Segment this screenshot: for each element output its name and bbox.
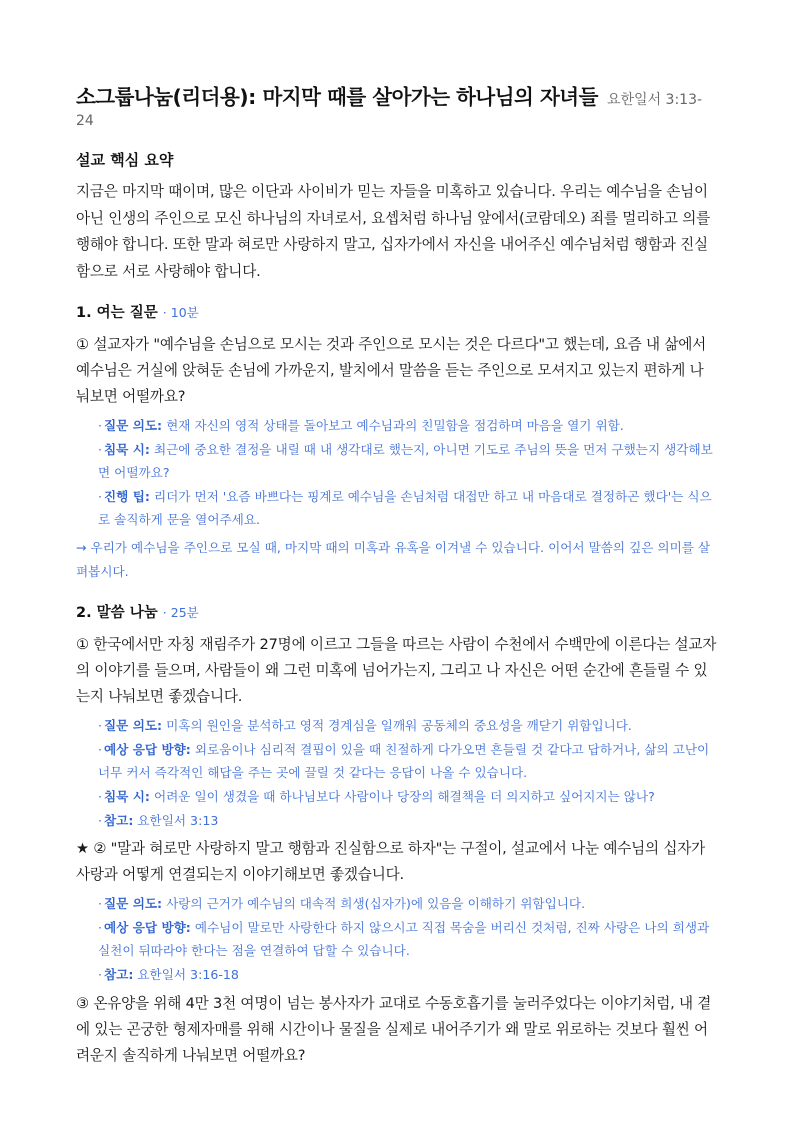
bullet-item xyxy=(98,963,717,987)
bullet-item xyxy=(98,738,717,785)
section2-time: · 25분 xyxy=(162,605,199,621)
section2-title-row xyxy=(76,601,717,622)
section1-title: 1. 여는 질문 xyxy=(76,305,158,321)
bullet-item xyxy=(98,916,717,963)
bullet-text: 외로움이나 심리적 결핍이 있을 때 친절하게 다가오면 흔들릴 것 같다고 답하거나, 삶의 고난이 너무 커서 즉각적인 해답을 주는 곳에 끌릴 것 같다는 응답이 나올 수 있습니다. xyxy=(98,741,710,781)
bullet-key: 질문 의도: xyxy=(104,418,163,433)
bullet-dot: · xyxy=(98,418,103,433)
bullet-key: 침묵 시: xyxy=(104,441,150,457)
bullet-key: 참고: xyxy=(104,812,134,828)
bullet-dot: · xyxy=(98,488,103,504)
section1-title-row xyxy=(76,301,717,322)
bullet-item xyxy=(98,438,717,485)
section1-bullets xyxy=(98,414,717,532)
summary-heading: 설교 핵심 요약 xyxy=(76,151,174,169)
bullet-key: 질문 의도: xyxy=(104,718,163,734)
section1-time: · 10분 xyxy=(162,305,199,320)
bullet-dot: · xyxy=(98,741,103,757)
bullet-key: 침묵 시: xyxy=(104,788,150,804)
bullet-dot: · xyxy=(98,919,103,935)
bullet-item xyxy=(98,785,717,809)
bullet-item xyxy=(98,414,717,438)
bullet-text: 어려운 일이 생겼을 때 하나님보다 사람이나 당장의 해결책을 더 의지하고 싶어지지는 않나? xyxy=(149,788,655,804)
bullet-key: 참고: xyxy=(104,966,134,982)
section2-title: 2. 말씀 나눔 xyxy=(76,605,158,622)
bullet-text: 최근에 중요한 결정을 내릴 때 내 생각대로 했는지, 아니면 기도로 주님의 뜻을 먼저 구했는지 생각해보면 어떨까요? xyxy=(98,441,713,481)
transition-note: → 우리가 예수님을 주인으로 모실 때, 마지막 때의 미혹과 유혹을 이겨낼 수 있습니다. 이어서 말씀의 깊은 의미를 살펴봅시다. xyxy=(76,539,711,579)
document-title: 소그룹나눔(리더용): 마지막 때를 살아가는 하나님의 자녀들 xyxy=(76,85,598,109)
section2-question-3: ③ 온유양을 위해 4만 3천 여명이 넘는 봉사자가 교대로 수동호흡기를 눌러주었다는 이야기처럼, 내 곁에 있는 곤궁한 형제자매를 위해 시간이나 물질을 실제로 내어주기가 왜 말로 위로하는 것보다 훨씬 어려운지 솔직하게 나눠보면 어떨까요? xyxy=(76,994,712,1064)
bullet-dot: · xyxy=(98,896,103,912)
bullet-dot: · xyxy=(98,441,103,457)
bullet-text: 리더가 먼저 '요즘 바쁘다는 핑계로 예수님을 손님처럼 대접만 하고 내 마음대로 결정하곤 했다'는 식으로 솔직하게 문을 열어주세요. xyxy=(98,488,712,528)
section1-question: ① 설교자가 "예수님을 손님으로 모시는 것과 주인으로 모시는 것은 다르다"고 했는데, 요즘 내 삶에서 예수님은 거실에 앉혀둔 손님에 가까운지, 발치에서 말씀을 듣는 주인으로 모셔지고 있는지 편하게 나눠보면 어떨까요? xyxy=(76,336,707,405)
bullet-text: 요한일서 3:16-18 xyxy=(133,966,239,982)
bullet-dot: · xyxy=(98,966,103,982)
section2-q2-bullets xyxy=(98,892,717,986)
title-row xyxy=(76,80,717,129)
bullet-text: 미혹의 원인을 분석하고 영적 경계심을 일깨워 공동체의 중요성을 깨닫기 위함입니다. xyxy=(162,718,632,734)
bullet-key: 질문 의도: xyxy=(104,896,163,912)
bullet-item xyxy=(98,809,717,833)
bullet-text: 현재 자신의 영적 상태를 돌아보고 예수님과의 친밀함을 점검하며 마음을 열기 위함. xyxy=(162,418,624,433)
bullet-text: 사랑의 근거가 예수님의 대속적 희생(십자가)에 있음을 이해하기 위함입니다. xyxy=(162,896,586,912)
summary-text: 지금은 마지막 때이며, 많은 이단과 사이비가 믿는 자들을 미혹하고 있습니다. 우리는 예수님을 손님이 아닌 인생의 주인으로 모신 하나님의 자녀로서, 요셉처럼 하나님 앞에서(코람데오) 죄를 멀리하고 의를 행해야 합니다. 또한 말과 혀로만 사랑하지 말고, 십자가에서 자신을 내어주신 예수님처럼 행함과 진실함으로 서로 사랑해야 합니다. xyxy=(76,183,711,280)
bullet-key: 예상 응답 방향: xyxy=(104,741,191,757)
bullet-dot: · xyxy=(98,812,103,828)
section2-q1-bullets xyxy=(98,714,717,832)
bullet-text: 요한일서 3:13 xyxy=(133,812,219,828)
bullet-key: 예상 응답 방향: xyxy=(104,919,191,935)
bullet-key: 진행 팁: xyxy=(104,488,150,504)
bullet-dot: · xyxy=(98,718,103,734)
bullet-dot: · xyxy=(98,788,103,804)
bullet-text: 예수님이 말로만 사랑한다 하지 않으시고 직접 목숨을 버리신 것처럼, 진짜 사랑은 나의 희생과 실천이 뒤따라야 한다는 점을 연결하여 답할 수 있습니다. xyxy=(98,919,710,959)
scripture-reference: 요한일서 3:13-24 xyxy=(76,92,703,129)
section2-question-1: ① 한국에서만 자칭 재림주가 27명에 이르고 그들을 따르는 사람이 수천에서 수백만에 이른다는 설교자의 이야기를 들으며, 사람들이 왜 그런 미혹에 넘어가는지, 그리고 나 자신은 어떤 순간에 흔들릴 수 있는지 나눠보면 좋겠습니다. xyxy=(76,636,717,706)
bullet-item xyxy=(98,714,717,738)
section2-question-2: ★ ② "말과 혀로만 사랑하지 말고 행함과 진실함으로 하자"는 구절이, 설교에서 나눈 예수님의 십자가 사랑과 어떻게 연결되는지 이야기해보면 좋겠습니다. xyxy=(76,840,706,884)
bullet-item xyxy=(98,892,717,916)
bullet-item xyxy=(98,485,717,532)
